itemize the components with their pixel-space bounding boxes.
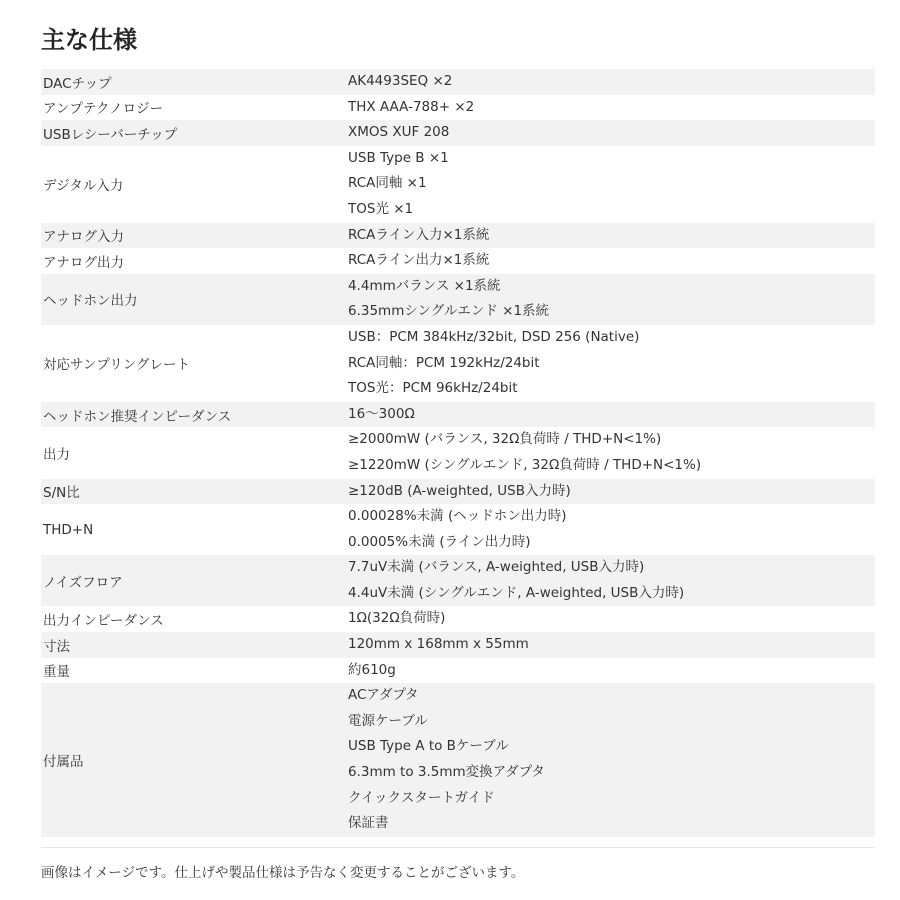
spec-label: DACチップ: [43, 75, 112, 92]
spec-value-line: 120mm x 168mm x 55mm: [348, 636, 529, 653]
spec-value-line: USB Type B ×1: [348, 149, 449, 166]
spec-value-line: USB Type A to Bケーブル: [348, 738, 509, 755]
spec-label: アナログ出力: [43, 254, 124, 271]
spec-value-line: 4.4uV未満 (シングルエンド, A-weighted, USB入力時): [348, 584, 685, 601]
spec-value: [348, 632, 875, 658]
spec-value-line: RCA同軸：PCM 192kHz/24bit: [348, 354, 540, 371]
spec-value-line: ≥1220mW (シングルエンド, 32Ω負荷時 / THD+N<1%): [348, 456, 702, 473]
spec-row: [41, 95, 875, 121]
spec-value: [348, 504, 875, 555]
spec-value-line: 6.3mm to 3.5mm変換アダプタ: [348, 764, 545, 781]
spec-value: [348, 120, 875, 146]
spec-value: [348, 555, 875, 606]
spec-row: [41, 223, 875, 249]
spec-value-line: TOS光：PCM 96kHz/24bit: [348, 380, 518, 397]
spec-row: [41, 427, 875, 478]
spec-value-line: 電源ケーブル: [348, 712, 428, 729]
spec-row: [41, 274, 875, 325]
spec-value: [348, 402, 875, 428]
spec-value-line: USB：PCM 384kHz/32bit, DSD 256 (Native): [348, 328, 640, 345]
spec-label: 出力: [43, 446, 70, 463]
spec-label: 付属品: [43, 754, 84, 771]
spec-value: [348, 223, 875, 249]
spec-row: [41, 606, 875, 632]
spec-value: [348, 274, 875, 325]
spec-row: [41, 658, 875, 684]
spec-value-line: 1Ω(32Ω負荷時): [348, 610, 446, 627]
spec-value: [348, 325, 875, 402]
spec-value: [348, 146, 875, 223]
spec-row: [41, 248, 875, 274]
spec-row: [41, 504, 875, 555]
spec-label: デジタル入力: [43, 178, 124, 195]
spec-value-line: 7.7uV未満 (バランス, A-weighted, USB入力時): [348, 559, 645, 576]
spec-value-line: 0.00028%未満 (ヘッドホン出力時): [348, 508, 567, 525]
spec-row: [41, 325, 875, 402]
spec-value-line: RCAライン出力×1系統: [348, 252, 490, 269]
spec-label: ヘッドホン推奨インピーダンス: [43, 408, 232, 425]
spec-row: [41, 120, 875, 146]
spec-value-line: 4.4mmバランス ×1系統: [348, 277, 501, 294]
spec-label: 重量: [43, 664, 70, 681]
spec-value-line: RCAライン入力×1系統: [348, 226, 490, 243]
spec-value: [348, 479, 875, 505]
spec-value: [348, 683, 875, 837]
spec-value-line: 0.0005%未満 (ライン出力時): [348, 533, 531, 550]
spec-row: [41, 555, 875, 606]
spec-value-line: XMOS XUF 208: [348, 124, 450, 141]
spec-value-line: THX AAA-788+ ×2: [348, 98, 475, 115]
divider: [41, 847, 875, 848]
spec-label: THD+N: [43, 521, 94, 538]
spec-row: [41, 683, 875, 837]
spec-value-line: 6.35mmシングルエンド ×1系統: [348, 303, 550, 320]
spec-value: [348, 95, 875, 121]
spec-value-line: 約610g: [348, 661, 396, 678]
page-title: 主な仕様: [41, 26, 137, 54]
spec-table: [41, 69, 875, 837]
spec-row: [41, 146, 875, 223]
spec-table-body: [41, 69, 875, 837]
spec-row: [41, 69, 875, 95]
spec-value: [348, 427, 875, 478]
spec-label: USBレシーバーチップ: [43, 126, 178, 143]
spec-label: ノイズフロア: [43, 574, 123, 591]
spec-label: アナログ入力: [43, 229, 124, 246]
spec-value-line: クイックスタートガイド: [348, 789, 495, 806]
spec-row: [41, 402, 875, 428]
spec-value-line: RCA同軸 ×1: [348, 175, 427, 192]
spec-value-line: TOS光 ×1: [348, 200, 414, 217]
spec-row: [41, 479, 875, 505]
spec-label: S/N比: [43, 485, 80, 502]
spec-value: [348, 69, 875, 95]
spec-value: [348, 658, 875, 684]
disclaimer-note: 画像はイメージです。仕上げや製品仕様は予告なく変更することがございます。: [41, 865, 525, 881]
spec-row: [41, 632, 875, 658]
spec-label: ヘッドホン出力: [43, 293, 138, 310]
spec-label: 出力インピーダンス: [43, 613, 164, 630]
spec-label: 対応サンプリングレート: [43, 357, 191, 374]
spec-value-line: ≥120dB (A-weighted, USB入力時): [348, 482, 571, 499]
spec-label: アンプテクノロジー: [43, 101, 164, 118]
spec-value: [348, 606, 875, 632]
spec-value: [348, 248, 875, 274]
spec-value-line: ACアダプタ: [348, 687, 419, 704]
spec-value-line: ≥2000mW (バランス, 32Ω負荷時 / THD+N<1%): [348, 431, 662, 448]
spec-value-line: 16～300Ω: [348, 405, 415, 422]
spec-value-line: AK4493SEQ ×2: [348, 73, 453, 89]
spec-value-line: 保証書: [348, 815, 389, 832]
spec-label: 寸法: [43, 638, 70, 655]
